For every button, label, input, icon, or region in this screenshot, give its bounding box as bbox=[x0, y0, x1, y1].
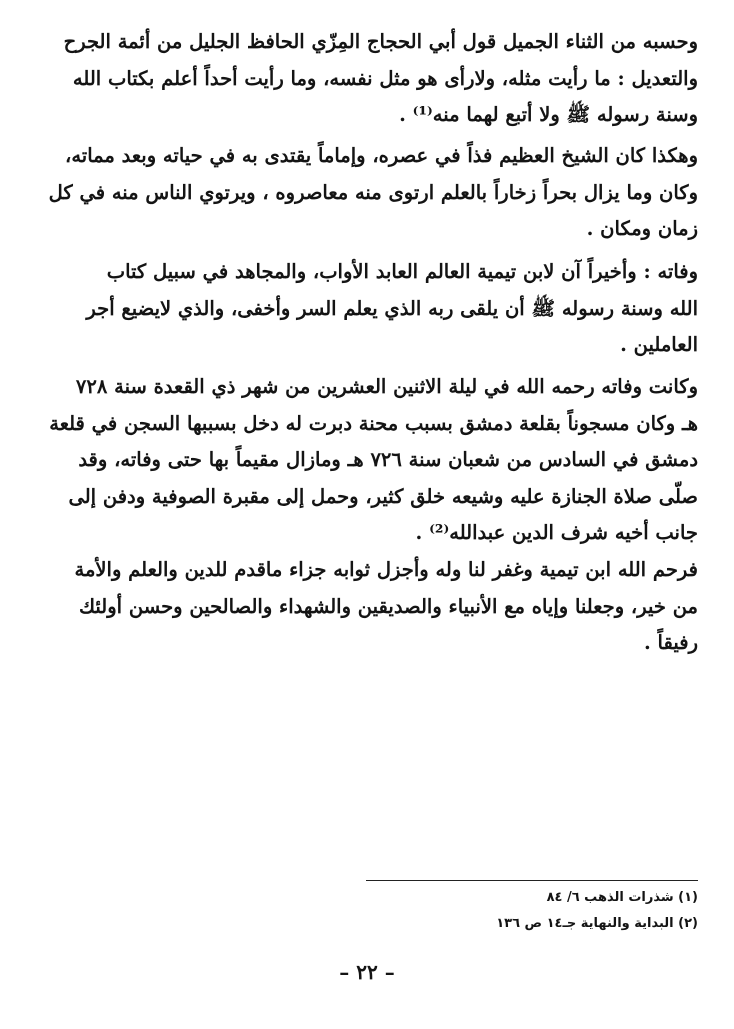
text-line: وهكذا كان الشيخ العظيم فذاً في عصره، وإماماً يقتدى به في حياته وبعد مماته، bbox=[65, 144, 698, 167]
paragraph-death-details bbox=[30, 369, 698, 552]
page-number: – ٢٢ – bbox=[339, 960, 395, 984]
text-line: وفاته : وأخيراً آن لابن تيمية العالم العابد الأواب، والمجاهد في سبيل كتاب bbox=[106, 260, 698, 283]
text-line: وسنة رسوله ﷺ ولا أتبع لهما منه⁽¹⁾ . bbox=[399, 103, 698, 126]
text-line: صلّى صلاة الجنازة عليه وشيعه خلق كثير، وحمل إلى مقبرة الصوفية ودفن إلى bbox=[68, 484, 698, 508]
text-line: العاملين . bbox=[620, 333, 698, 356]
footnote-1: (١) شذرات الذهب ٦/ ٨٤ bbox=[546, 890, 698, 905]
text-line: هـ وكان مسجوناً بقلعة دمشق بسبب محنة دبرت له دخل بسببها السجن في قلعة bbox=[49, 411, 698, 435]
text-line: فرحم الله ابن تيمية وغفر لنا وله وأجزل ثوابه جزاء ماقدم للدين والعلم والأمة bbox=[74, 558, 698, 581]
text-line: زمان ومكان . bbox=[586, 217, 698, 240]
paragraph-praise bbox=[30, 24, 698, 134]
text-line: الله وسنة رسوله ﷺ أن يلقى ربه الذي يعلم السر وأخفى، والذي لايضيع أجر bbox=[86, 296, 698, 320]
paragraph-death-heading bbox=[30, 254, 698, 364]
text-line: من خير، وجعلنا وإياه مع الأنبياء والصديقين والشهداء والصالحين وحسن أولئك bbox=[78, 594, 698, 618]
text-line: رفيقاً . bbox=[643, 631, 698, 654]
text-line: دمشق في السادس من شعبان سنة ٧٢٦ هـ ومازال مقيماً بها حتى وفاته، وقد bbox=[78, 448, 698, 471]
footnote-divider bbox=[366, 880, 698, 881]
paragraph-prayer bbox=[30, 552, 698, 662]
text-line: وحسبه من الثناء الجميل قول أبي الحجاج المِزّي الحافظ الجليل من أئمة الجرح bbox=[63, 30, 698, 53]
paragraph-greatness bbox=[30, 138, 698, 248]
text-line: وكانت وفاته رحمه الله في ليلة الاثنين العشرين من شهر ذي القعدة سنة ٧٢٨ bbox=[75, 375, 698, 398]
text-line: جانب أخيه شرف الدين عبدالله⁽²⁾ . bbox=[415, 521, 698, 544]
text-line: والتعديل : ما رأيت مثله، ولارأى هو مثل نفسه، وما رأيت أحداً أعلم بكتاب الله bbox=[72, 66, 698, 90]
text-line: وكان وما يزال بحراً زخاراً بالعلم ارتوى منه معاصروه ، ويرتوي الناس منه في كل bbox=[48, 180, 698, 204]
footnote-2: (٢) البداية والنهاية جـ١٤ ص ١٣٦ bbox=[496, 916, 698, 931]
